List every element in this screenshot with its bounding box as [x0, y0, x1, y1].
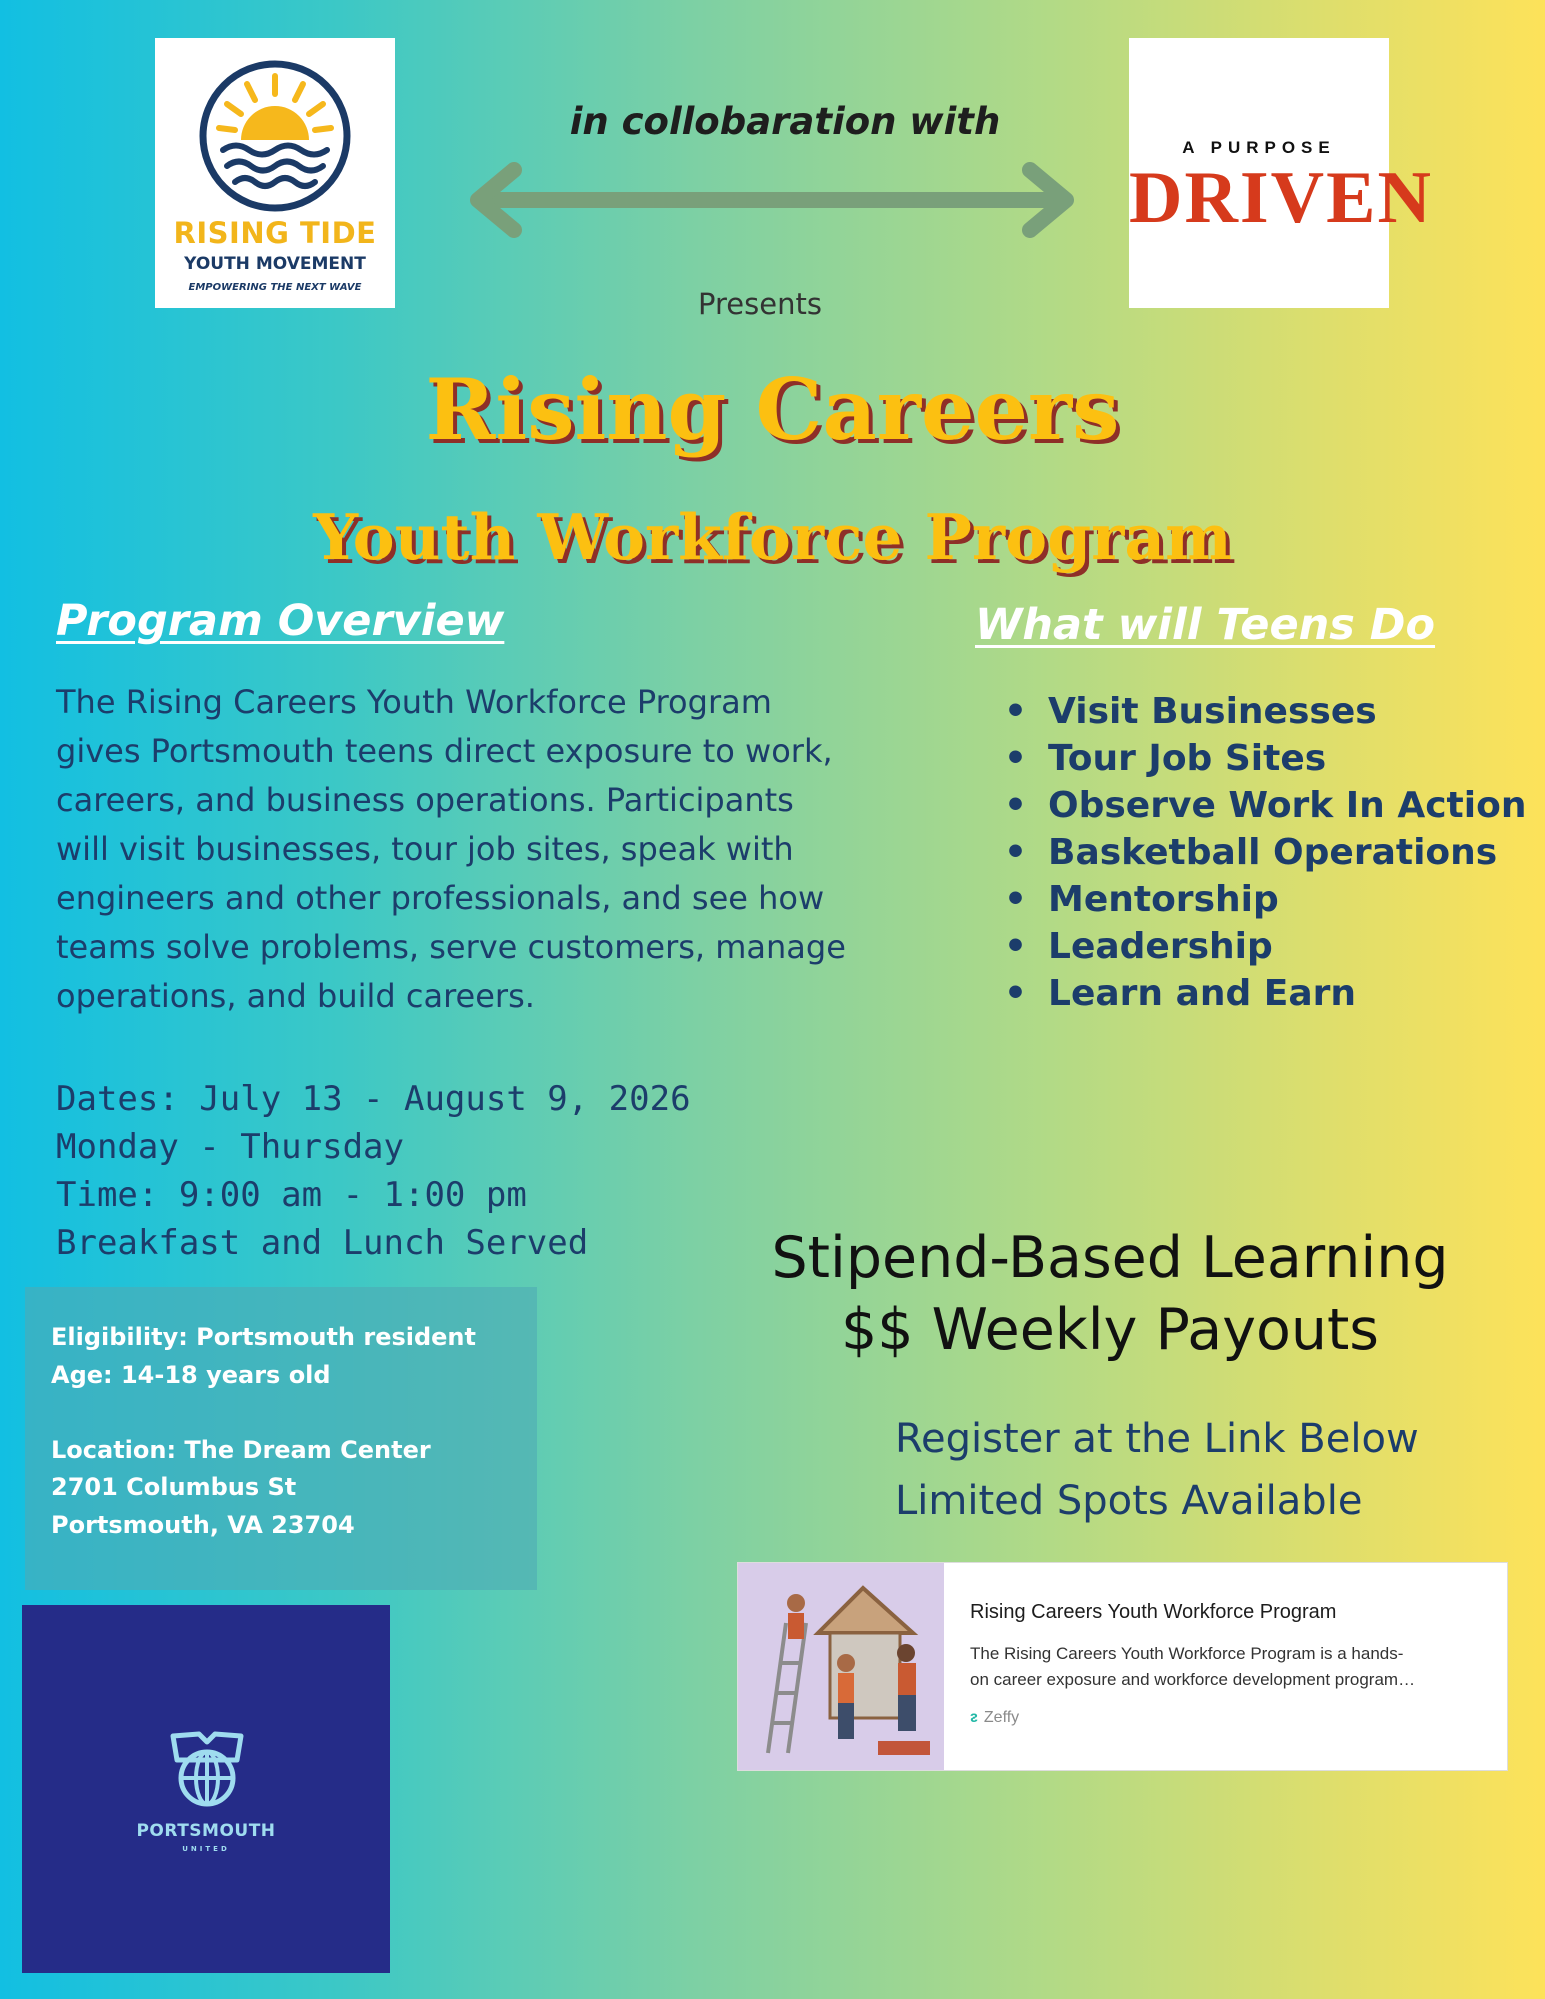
overview-line: gives Portsmouth teens direct exposure to work,: [56, 732, 833, 770]
payout-line: $$ Weekly Payouts: [840, 1297, 1380, 1363]
age-line: Age: 14-18 years old: [51, 1360, 331, 1389]
eligibility-text: [51, 1319, 476, 1544]
spots-line: Limited Spots Available: [895, 1478, 1363, 1524]
overview-line: teams solve problems, serve customers, manage: [56, 928, 846, 966]
time-text: Time: 9:00 am - 1:00 pm: [56, 1175, 527, 1215]
sun-waves-icon: [195, 48, 355, 213]
schedule-block: [56, 1075, 691, 1267]
card-illustration: [738, 1563, 944, 1770]
meals-text: Breakfast and Lunch Served: [56, 1223, 589, 1263]
card-description: [970, 1641, 1480, 1693]
overview-line: engineers and other professionals, and see how: [56, 879, 825, 917]
overview-paragraph: [56, 678, 906, 1021]
teens-heading: What will Teens Do: [975, 600, 1436, 650]
construction-workers-icon: [738, 1563, 944, 1770]
eligibility-line: Eligibility: Portsmouth resident: [51, 1323, 476, 1351]
overview-line: careers, and business operations. Participants: [56, 781, 794, 819]
stipend-line: Stipend-Based Learning: [771, 1225, 1449, 1291]
list-item: • Mentorship: [1000, 876, 1526, 923]
list-item: • Visit Businesses: [1000, 688, 1526, 735]
globe-shield-icon: [169, 1730, 245, 1808]
main-title: Rising Careers: [425, 360, 1120, 459]
city-line: Portsmouth, VA 23704: [51, 1510, 355, 1539]
portsmouth-sub: UNITED: [182, 1845, 230, 1853]
teens-activities-list: [1000, 688, 1526, 1017]
card-desc-line: The Rising Careers Youth Workforce Program is a hands-: [970, 1644, 1404, 1663]
rising-tide-logo: [155, 38, 395, 308]
double-arrow-icon: [462, 160, 1082, 240]
rising-tide-subtitle: YOUTH MOVEMENT: [184, 254, 366, 274]
card-brand: [970, 1709, 1019, 1727]
overview-line: will visit businesses, tour job sites, speak with: [56, 830, 794, 868]
list-item: • Leadership: [1000, 923, 1526, 970]
street-line: 2701 Columbus St: [51, 1473, 297, 1501]
dates-text: Dates: July 13 - August 9, 2026: [56, 1079, 691, 1119]
purpose-driven-top: A PURPOSE: [1182, 138, 1336, 157]
list-item: • Tour Job Sites: [1000, 735, 1526, 782]
overview-line: The Rising Careers Youth Workforce Program: [56, 683, 772, 721]
purpose-driven-main: DRIVEN: [1129, 157, 1433, 239]
zeffy-icon: ᴤ: [970, 1709, 978, 1726]
portsmouth-united-logo: [22, 1605, 390, 1973]
stipend-block: [700, 1222, 1520, 1366]
rising-tide-name: RISING TIDE: [173, 216, 377, 250]
location-line: Location: The Dream Center: [51, 1435, 431, 1464]
register-block: [895, 1408, 1419, 1532]
presents-text: Presents: [698, 287, 822, 321]
list-item: • Observe Work In Action: [1000, 782, 1526, 829]
card-desc-line: on career exposure and workforce development program…: [970, 1670, 1416, 1689]
collaboration-text: in collobaration with: [569, 100, 1001, 143]
registration-link-card[interactable]: [738, 1563, 1507, 1770]
list-item: • Basketball Operations: [1000, 829, 1526, 876]
register-line: Register at the Link Below: [895, 1416, 1419, 1462]
purpose-driven-logo: [1129, 38, 1433, 308]
overview-heading: Program Overview: [56, 596, 505, 646]
eligibility-box: [25, 1287, 537, 1590]
overview-line: operations, and build careers.: [56, 977, 535, 1015]
days-text: Monday - Thursday: [56, 1127, 404, 1167]
sub-title: Youth Workforce Program: [313, 500, 1232, 574]
zeffy-label: Zeffy: [983, 1709, 1020, 1726]
card-title[interactable]: Rising Careers Youth Workforce Program: [970, 1601, 1337, 1623]
list-item: • Learn and Earn: [1000, 970, 1526, 1017]
portsmouth-name: PORTSMOUTH: [136, 1821, 276, 1841]
rising-tide-tagline: EMPOWERING THE NEXT WAVE: [188, 282, 362, 293]
